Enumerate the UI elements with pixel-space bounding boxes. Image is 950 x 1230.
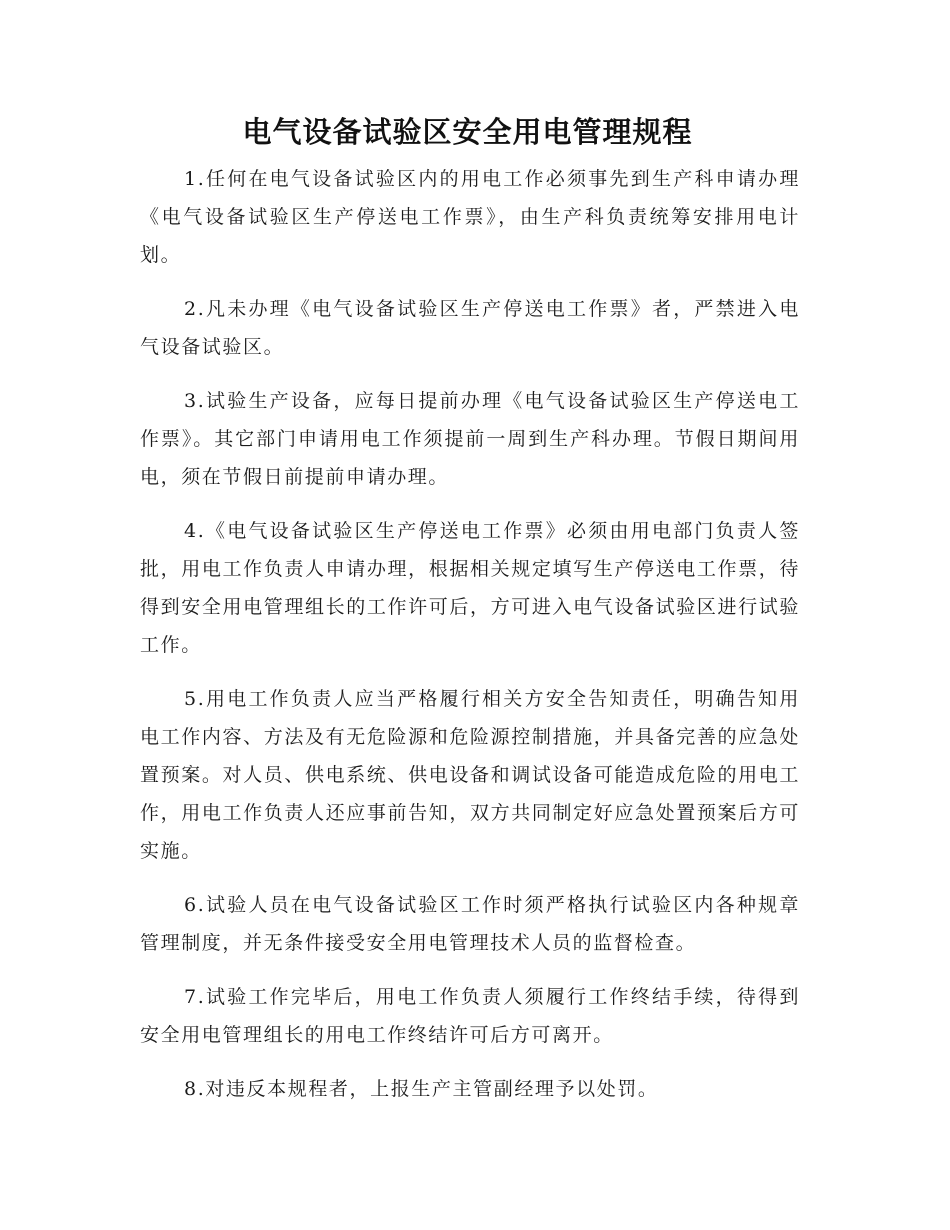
rule-paragraph-1: 1.任何在电气设备试验区内的用电工作必须事先到生产科申请办理《电气设备试验区生产停送电工作票》，由生产科负责统筹安排用电计划。 [140,168,800,266]
rule-paragraph-4: 4.《电气设备试验区生产停送电工作票》必须由用电部门负责人签批，用电工作负责人申请办理，根据相关规定填写生产停送电工作票，待得到安全用电管理组长的工作许可后，方可进入电气设备试验区进行试验工作。 [140,520,800,656]
document-body [140,160,800,1124]
document-title: 电气设备试验区安全用电管理规程 [242,115,693,149]
rule-paragraph-6: 6.试验人员在电气设备试验区工作时须严格执行试验区内各种规章管理制度，并无条件接受安全用电管理技术人员的监督检查。 [140,894,800,954]
rule-paragraph-5: 5.用电工作负责人应当严格履行相关方安全告知责任，明确告知用电工作内容、方法及有无危险源和危险源控制措施，并具备完善的应急处置预案。对人员、供电系统、供电设备和调试设备可能造成危险的用电工作，用电工作负责人还应事前告知，双方共同制定好应急处置预案后方可实施。 [140,688,800,862]
rule-paragraph-8: 8.对违反本规程者，上报生产主管副经理予以处罚。 [184,1078,659,1100]
rule-paragraph-3: 3.试验生产设备，应每日提前办理《电气设备试验区生产停送电工作票》。其它部门申请用电工作须提前一周到生产科办理。节假日期间用电，须在节假日前提前申请办理。 [140,390,800,488]
rule-paragraph-7: 7.试验工作完毕后，用电工作负责人须履行工作终结手续，待得到安全用电管理组长的用电工作终结许可后方可离开。 [140,986,800,1046]
rule-paragraph-2: 2.凡未办理《电气设备试验区生产停送电工作票》者，严禁进入电气设备试验区。 [140,298,800,358]
